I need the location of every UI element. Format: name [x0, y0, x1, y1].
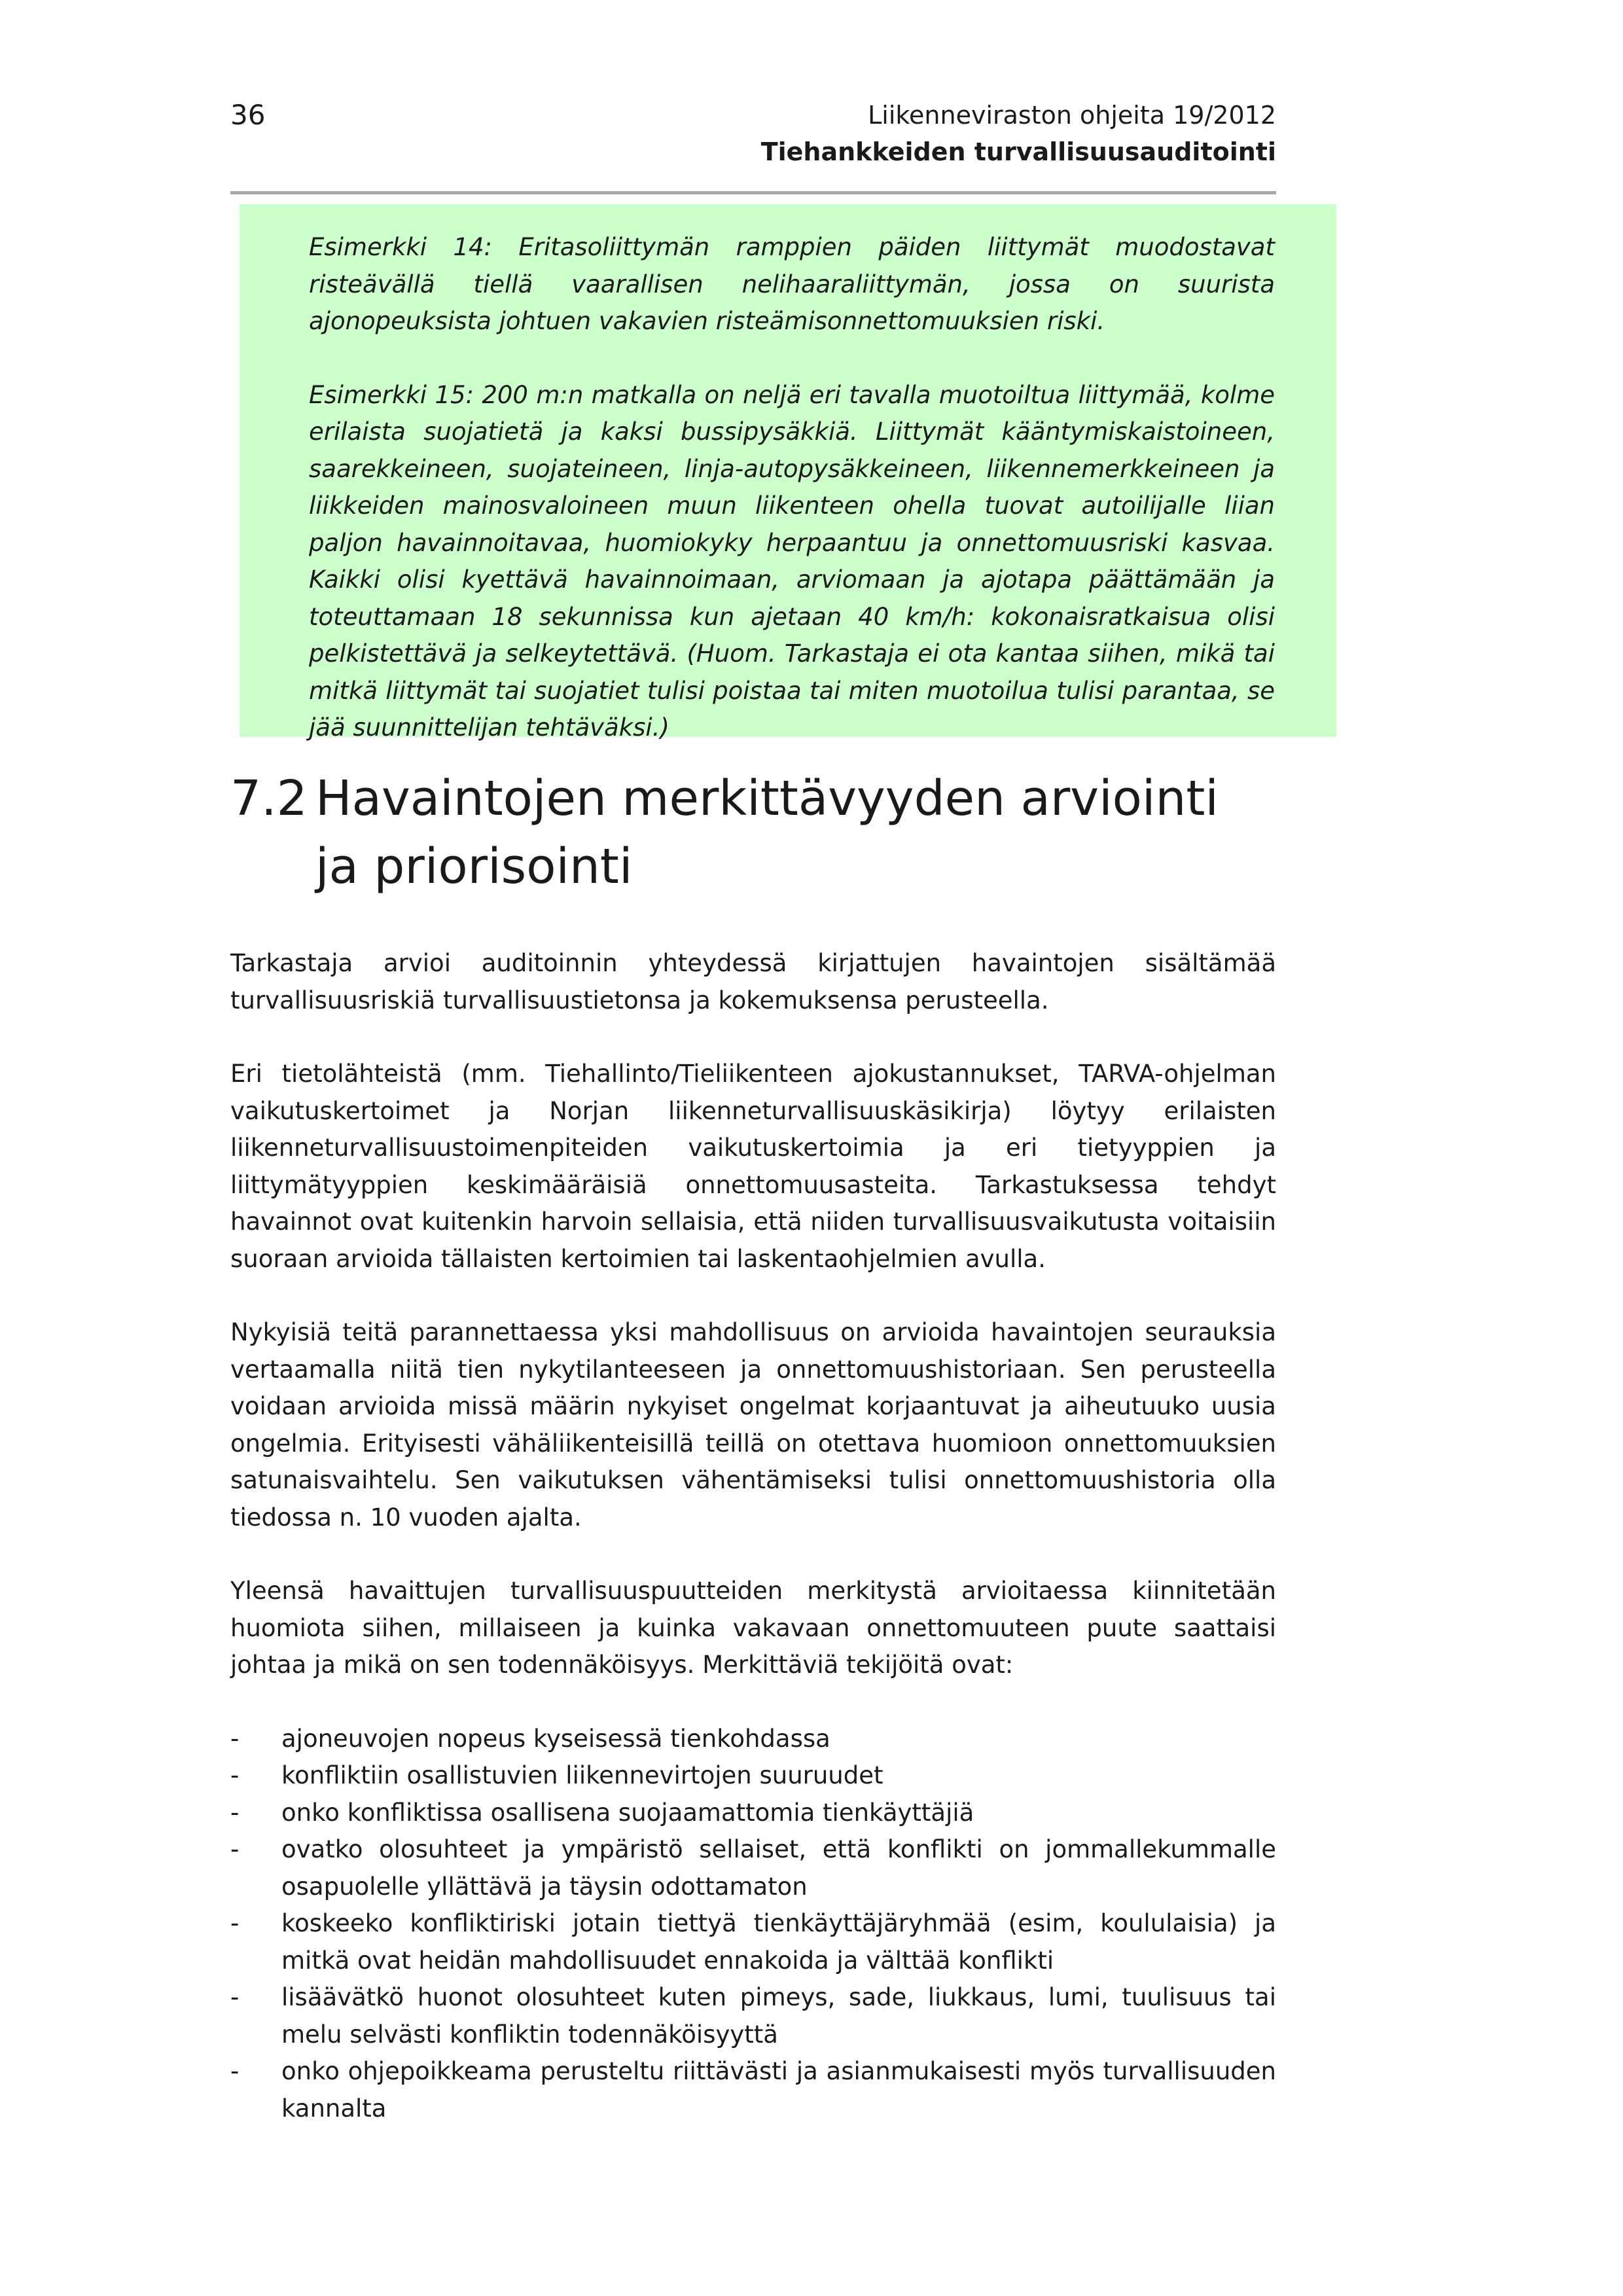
example-14-text: Esimerkki 14: Eritasoliittymän ramppien päiden liittymät muodostavat risteävällä tiellä vaarallisen nelihaaraliittymän, jossa on suurista ajonopeuksista johtuen vakavien risteämisonnettomuuksien riski.: [309, 233, 1275, 335]
bullet-dash: -: [230, 1835, 240, 1863]
list-item: [230, 1757, 1276, 1795]
bullet-dash: -: [230, 1909, 240, 1937]
list-item: [230, 1905, 1276, 1979]
list-item: [230, 1831, 1276, 1905]
bullet-dash: -: [230, 1798, 240, 1827]
list-item-text: onko ohjepoikkeama perusteltu riittävästi ja asianmukaisesti myös turvallisuuden kannalta: [281, 2057, 1276, 2123]
paragraph: Eri tietolähteistä (mm. Tiehallinto/Tieliikenteen ajokustannukset, TARVA-ohjelman vaikutuskertoimet ja Norjan liikenneturvallisuuskäsikirja) löytyy erilaisten liikenneturvallisuustoimenpiteiden vaikutuskertoimia ja eri tietyyppien ja liittymätyyppien keskimääräisiä onnettomuusasteita. Tarkastuksessa tehdyt havainnot ovat kuitenkin harvoin sellaisia, että niiden turvallisuusvaikutusta voitaisiin suoraan arvioida tällaisten kertoimien tai laskentaohjelmien avulla.: [230, 1060, 1276, 1273]
header-divider: [230, 191, 1276, 194]
section-heading: [230, 764, 1277, 901]
bullet-dash: -: [230, 1724, 240, 1753]
list-item-text: koskeeko konfliktiriski jotain tiettyä tienkäyttäjäryhmää (esim, koululaisia) ja mitkä ovat heidän mahdollisuudet ennakoida ja välttää konflikti: [281, 1909, 1276, 1975]
list-item-text: konfliktiin osallistuvien liikennevirtojen suuruudet: [281, 1761, 883, 1789]
example-15-text: Esimerkki 15: 200 m:n matkalla on neljä eri tavalla muotoiltua liittymää, kolme erilaista suojatietä ja kaksi bussipysäkkiä. Liittymät kääntymiskaistoineen, saarekkeineen, suojateineen, linja-autopysäkkeineen, liikennemerkkeineen ja liikkeiden mainosvaloineen muun liikenteen ohella tuovat autoilijalle liian paljon havainnoitavaa, huomiokyky herpaantuu ja onnettomuusriski kasvaa. Kaikki olisi kyettävä havainnoimaan, arviomaan ja ajotapa päättämään ja toteuttamaan 18 sekunnissa kun ajetaan 40 km/h: kokonaisratkaisua olisi pelkistettävä ja selkeytettävä. (Huom. Tarkastaja ei ota kantaa siihen, mikä tai mitkä liittymät tai suojatiet tulisi poistaa tai miten muotoilua tulisi parantaa, se jää suunnittelijan tehtäväksi.): [309, 380, 1275, 742]
section-number: 7.2: [230, 770, 308, 827]
list-item: [230, 1979, 1276, 2053]
list-item-text: ajoneuvojen nopeus kyseisessä tienkohdassa: [281, 1724, 830, 1753]
factor-list: [230, 1721, 1276, 2128]
list-item-text: onko konfliktissa osallisena suojaamattomia tienkäyttäjiä: [281, 1798, 974, 1827]
publication-series: Liikenneviraston ohjeita 19/2012: [868, 101, 1276, 130]
page-number: 36: [230, 99, 266, 131]
bullet-dash: -: [230, 2057, 240, 2085]
paragraph: Nykyisiä teitä parannettaessa yksi mahdollisuus on arvioida havaintojen seurauksia vertaamalla niitä tien nykytilanteeseen ja onnettomuushistoriaan. Sen perusteella voidaan arvioida missä määrin nykyiset ongelmat korjaantuvat ja aiheutuuko uusia ongelmia. Erityisesti vähäliikenteisillä teillä on otettava huomioon onnettomuuksien satunaisvaihtelu. Sen vaikutuksen vähentämiseksi tulisi onnettomuushistoria olla tiedossa n. 10 vuoden ajalta.: [230, 1318, 1276, 1532]
bullet-dash: -: [230, 1983, 240, 2011]
running-header: [761, 97, 1276, 170]
section-title: Havaintojen merkittävyyden arviointi ja priorisointi: [315, 770, 1219, 895]
list-item-text: lisäävätkö huonot olosuhteet kuten pimeys, sade, liukkaus, lumi, tuulisuus tai melu selvästi konfliktin todennäköisyyttä: [281, 1983, 1276, 2049]
document-title: Tiehankkeiden turvallisuusauditointi: [760, 137, 1276, 166]
list-item-text: ovatko olosuhteet ja ympäristö sellaiset, että konflikti on jommallekummalle osapuolelle yllättävä ja täysin odottamaton: [281, 1835, 1276, 1901]
list-item: [230, 1795, 1276, 1832]
bullet-dash: -: [230, 1761, 240, 1789]
paragraph: Tarkastaja arvioi auditoinnin yhteydessä kirjattujen havaintojen sisältämää turvallisuusriskiä turvallisuustietonsa ja kokemuksensa perusteella.: [230, 949, 1276, 1014]
list-item: [230, 2053, 1276, 2127]
list-item: [230, 1721, 1276, 1758]
body-text: [230, 945, 1276, 2127]
paragraph: Yleensä havaittujen turvallisuuspuutteiden merkitystä arvioitaessa kiinnitetään huomiota siihen, millaiseen ja kuinka vakavaan onnettomuuteen puute saattaisi johtaa ja mikä on sen todennäköisyys. Merkittäviä tekijöitä ovat:: [230, 1577, 1276, 1679]
example-box: [240, 204, 1336, 742]
